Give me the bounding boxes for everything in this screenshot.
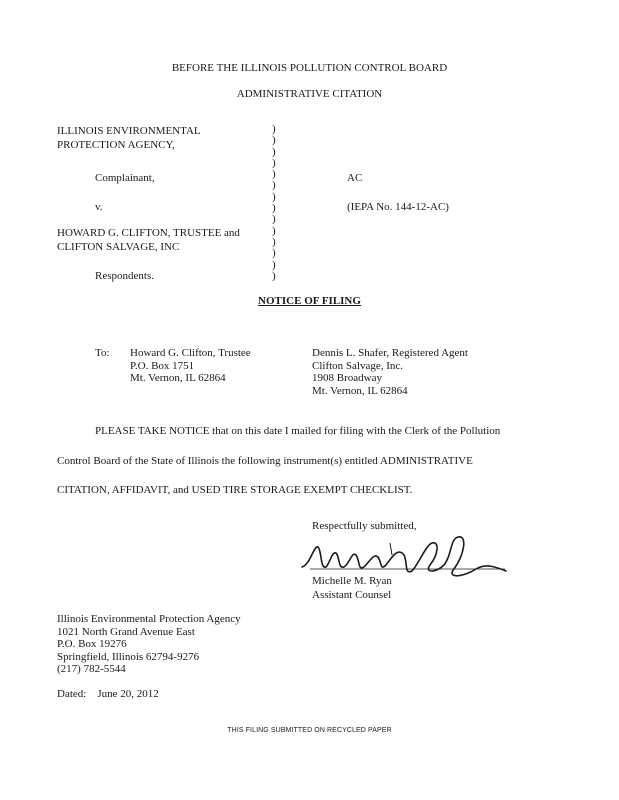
- address-line: (217) 782-5544: [57, 663, 126, 675]
- signer-name: Michelle M. Ryan: [312, 575, 392, 587]
- versus-label: v.: [95, 201, 103, 213]
- to-label: To:: [95, 347, 110, 359]
- notice-title: NOTICE OF FILING: [258, 295, 361, 307]
- respondent-role: Respondents.: [95, 270, 154, 282]
- iepa-case-number: (IEPA No. 144-12-AC): [347, 201, 449, 213]
- address-line: 1021 North Grand Avenue East: [57, 625, 195, 638]
- recipient-1-address: [130, 347, 251, 385]
- notice-body-line1: PLEASE TAKE NOTICE that on this date I mailed for filing with the Clerk of the Pollution: [95, 425, 501, 437]
- address-line: Springfield, Illinois 62794-9276: [57, 650, 200, 663]
- respondent-name-line2: CLIFTON SALVAGE, INC: [57, 241, 180, 253]
- caption-parentheses: ) ) ) ) ) ) ) ) ) ) ) ) ) ): [272, 123, 276, 282]
- recipient-1-line: P.O. Box 1751: [130, 359, 195, 372]
- agency-address: [57, 613, 241, 676]
- notice-body-line2: Control Board of the State of Illinois the following instrument(s) entitled ADMINISTRATIVE: [57, 455, 473, 467]
- respondent-name-line1: HOWARD G. CLIFTON, TRUSTEE and: [57, 227, 240, 239]
- recipient-2-line: Dennis L. Shafer, Registered Agent: [312, 347, 468, 359]
- address-line: P.O. Box 19276: [57, 638, 127, 650]
- recipient-2-line: Clifton Salvage, Inc.: [312, 359, 404, 372]
- ac-number-label: AC: [347, 172, 363, 184]
- recycled-paper-footer: THIS FILING SUBMITTED ON RECYCLED PAPER: [227, 727, 392, 734]
- recipient-1-line: Mt. Vernon, IL 62864: [130, 372, 226, 384]
- notice-body-line3: CITATION, AFFIDAVIT, and USED TIRE STORAGE EXEMPT CHECKLIST.: [57, 484, 413, 496]
- recipient-1-line: Howard G. Clifton, Trustee: [130, 347, 251, 359]
- recipient-2-line: Mt. Vernon, IL 62864: [312, 384, 408, 397]
- signer-title: Assistant Counsel: [312, 589, 392, 601]
- board-heading: BEFORE THE ILLINOIS POLLUTION CONTROL BOARD: [171, 62, 448, 74]
- address-line: Illinois Environmental Protection Agency: [57, 613, 241, 625]
- complainant-name-line2: PROTECTION AGENCY,: [57, 139, 175, 151]
- complainant-name-line1: ILLINOIS ENVIRONMENTAL: [57, 125, 201, 137]
- signature-closing: Respectfully submitted,: [312, 520, 417, 532]
- date-line: Dated: June 20, 2012: [57, 688, 159, 700]
- document-type-heading: ADMINISTRATIVE CITATION: [236, 88, 383, 100]
- recipient-2-line: 1908 Broadway: [312, 372, 382, 384]
- complainant-role: Complainant,: [95, 172, 155, 184]
- recipient-2-address: [312, 347, 468, 397]
